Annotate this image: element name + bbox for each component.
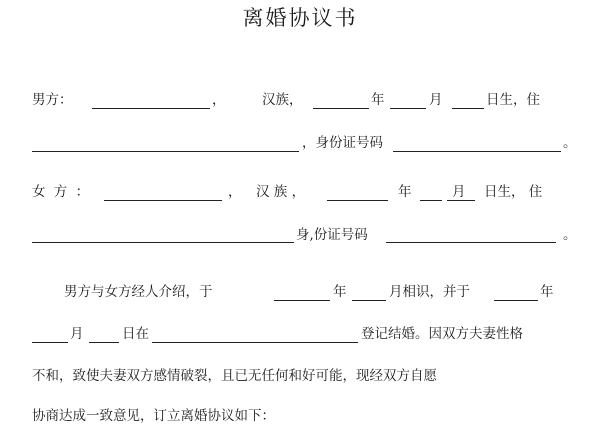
- female-month-label: 月: [452, 184, 466, 200]
- male-id-label: ，身份证号码: [302, 135, 383, 151]
- marry-month-blank: [32, 342, 68, 343]
- female-month-blank-2: [447, 200, 475, 201]
- female-comma: ，: [228, 184, 242, 200]
- male-ethnicity: 汉族，: [262, 92, 303, 108]
- marry-year-blank: [494, 300, 538, 301]
- marry-registration-text: 登记结婚。因双方夫妻性格: [361, 326, 523, 342]
- male-month-blank: [390, 108, 426, 109]
- female-id-label: 身,份证号码: [296, 227, 368, 243]
- marry-day-blank: [89, 342, 119, 343]
- male-label: 男方：: [32, 92, 73, 108]
- male-name-blank: [92, 108, 210, 109]
- marry-month-label: 月: [70, 326, 84, 342]
- female-name-blank: [104, 200, 222, 201]
- female-label: 女 方 ：: [32, 184, 92, 200]
- marry-place-blank: [152, 342, 358, 343]
- male-end: 。: [563, 135, 577, 151]
- male-year-label: 年: [371, 92, 385, 108]
- meet-month-blank: [352, 300, 386, 301]
- male-month-label: 月: [429, 92, 443, 108]
- body-line-3: 不和，致使夫妻双方感情破裂，且已无任何和好可能，现经双方自愿: [32, 368, 437, 384]
- female-address-blank: [32, 242, 294, 243]
- male-day-blank: [452, 108, 484, 109]
- male-birth-label: 日生，住: [486, 92, 540, 108]
- document-title: 离婚协议书: [242, 6, 358, 30]
- female-id-blank: [386, 242, 556, 243]
- male-comma: ，: [212, 92, 226, 108]
- marry-day-label: 日在: [122, 326, 149, 342]
- meet-year-blank: [274, 300, 330, 301]
- female-end: 。: [563, 227, 577, 243]
- female-year-label: 年: [398, 184, 412, 200]
- body-intro: 男方与女方经人介绍，于: [64, 284, 213, 300]
- male-id-blank: [393, 151, 561, 152]
- male-year-blank: [313, 108, 369, 109]
- meet-month-label: 月相识，并于: [389, 284, 470, 300]
- female-ethnicity: 汉 族 ，: [256, 184, 306, 200]
- male-address-blank: [32, 151, 299, 152]
- body-line-4: 协商达成一致意见，订立离婚协议如下：: [32, 408, 275, 424]
- meet-year-label: 年: [333, 284, 347, 300]
- female-birth-label: 日生， 住: [484, 184, 543, 200]
- female-year-blank: [327, 200, 388, 201]
- marry-year-label: 年: [540, 284, 554, 300]
- female-month-blank-1: [420, 200, 442, 201]
